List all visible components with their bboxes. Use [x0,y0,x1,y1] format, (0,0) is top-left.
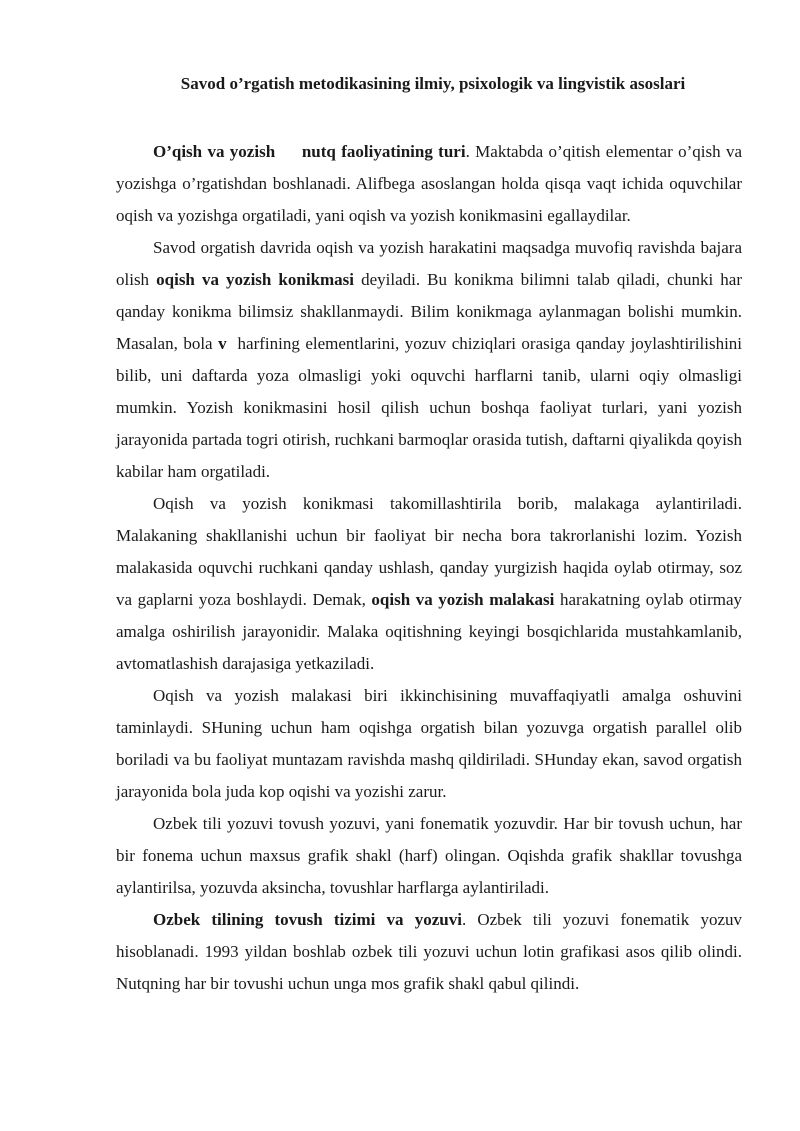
document-title: Savod o’rgatish metodikasining ilmiy, psixologik va lingvistik asoslari [180,74,686,93]
paragraph-6-text: . Ozbek tili yozuvi fonematik yozuv hisoblanadi. 1993 yildan boshlab ozbek tili yozuvi uchun lotin grafikasi asos qilib olindi. Nutqning har bir tovushi uchun unga mos grafik shakl qabul qilindi. [116,910,742,993]
paragraph-2-bold-letter: v [218,334,227,353]
paragraph-1-text: . Maktabda o’qitish elementar o’qish va yozishga o’rgatishdan boshlanadi. Alifbega asoslangan holda qisqa vaqt ichida oquvchilar oqish va yozishga orgatiladi, yani oqish va yozish konikmasini egallaydilar. [116,142,742,225]
document-page [116,72,747,1000]
paragraph-1 [116,136,742,232]
paragraph-4: Oqish va yozish malakasi biri ikkinchisining muvaffaqiyatli amalga oshuvini taminlaydi. SHuning uchun ham oqishga orgatish bilan yozuvga orgatish parallel olib boriladi va bu faoliyat muntazam ravishda mashq qildiriladi. SHunday ekan, savod orgatish jarayonida bola juda kop oqishi va yozishi zarur. [116,686,742,801]
paragraph-1-bold-lead: O’qish va yozish nutq faoliyatining turi [153,142,466,161]
paragraph-6 [116,904,742,1000]
paragraph-3-bold-term: oqish va yozish malakasi [371,590,555,609]
paragraph-5: Ozbek tili yozuvi tovush yozuvi, yani fonematik yozuvdir. Har bir tovush uchun, har bir fonema uchun maxsus grafik shakl (harf) olingan. Oqishda grafik shakllar tovushga aylantirilsa, yozuvda aksincha, tovushlar harflarga aylantiriladi. [116,814,742,897]
paragraph-2-bold-term: oqish va yozish konikmasi [156,270,355,289]
paragraph-2-text-middle: deyiladi. Bu konikma bilimni talab qiladi, chunki har qanday konikma bilimsiz shakllanmaydi. Bilim konikmaga aylanmagan bolishi mumkin. Masalan, bola [116,270,743,353]
paragraph-3 [116,488,742,680]
paragraph-2-text-before: Savod orgatish davrida oqish va yozish harakatini maqsadga muvofiq ravishda bajara olish [116,238,742,289]
paragraph-6-bold-lead: Ozbek tilining tovush tizimi va yozuvi [153,910,462,929]
paragraph-3-text-after: harakatning oylab otirmay amalga oshirilish jarayonidir. Malaka oqitishning keyingi bosqichlarida mustahkamlanib, avtomatlashish darajasiga yetkaziladi. [116,590,742,673]
paragraph-2-text-after: harfining elementlarini, yozuv chiziqlari orasiga qanday joylashtirilishini bilib, uni daftarda yoza olmasligi yoki oquvchi harflarni tanib, ularni oqiy olmasligi mumkin. Yozish konikmasini hosil qilish uchun boshqa faoliyat turlari, yani yozish jarayonida partada togri otirish, ruchkani barmoqlar orasida tutish, daftarni qiyalikda qoyish kabilar ham orgatiladi. [116,334,747,481]
paragraph-2 [116,232,747,488]
paragraph-3-text-before: Oqish va yozish konikmasi takomillashtirila borib, malakaga aylantiriladi. Malakaning shakllanishi uchun bir faoliyat bir necha bora takrorlanishi lozim. Yozish malakasida oquvchi ruchkani qanday ushlash, qanday yurgizish haqida oylab otirmay, soz va gaplarni yoza boshlaydi. Demak, [116,494,742,609]
